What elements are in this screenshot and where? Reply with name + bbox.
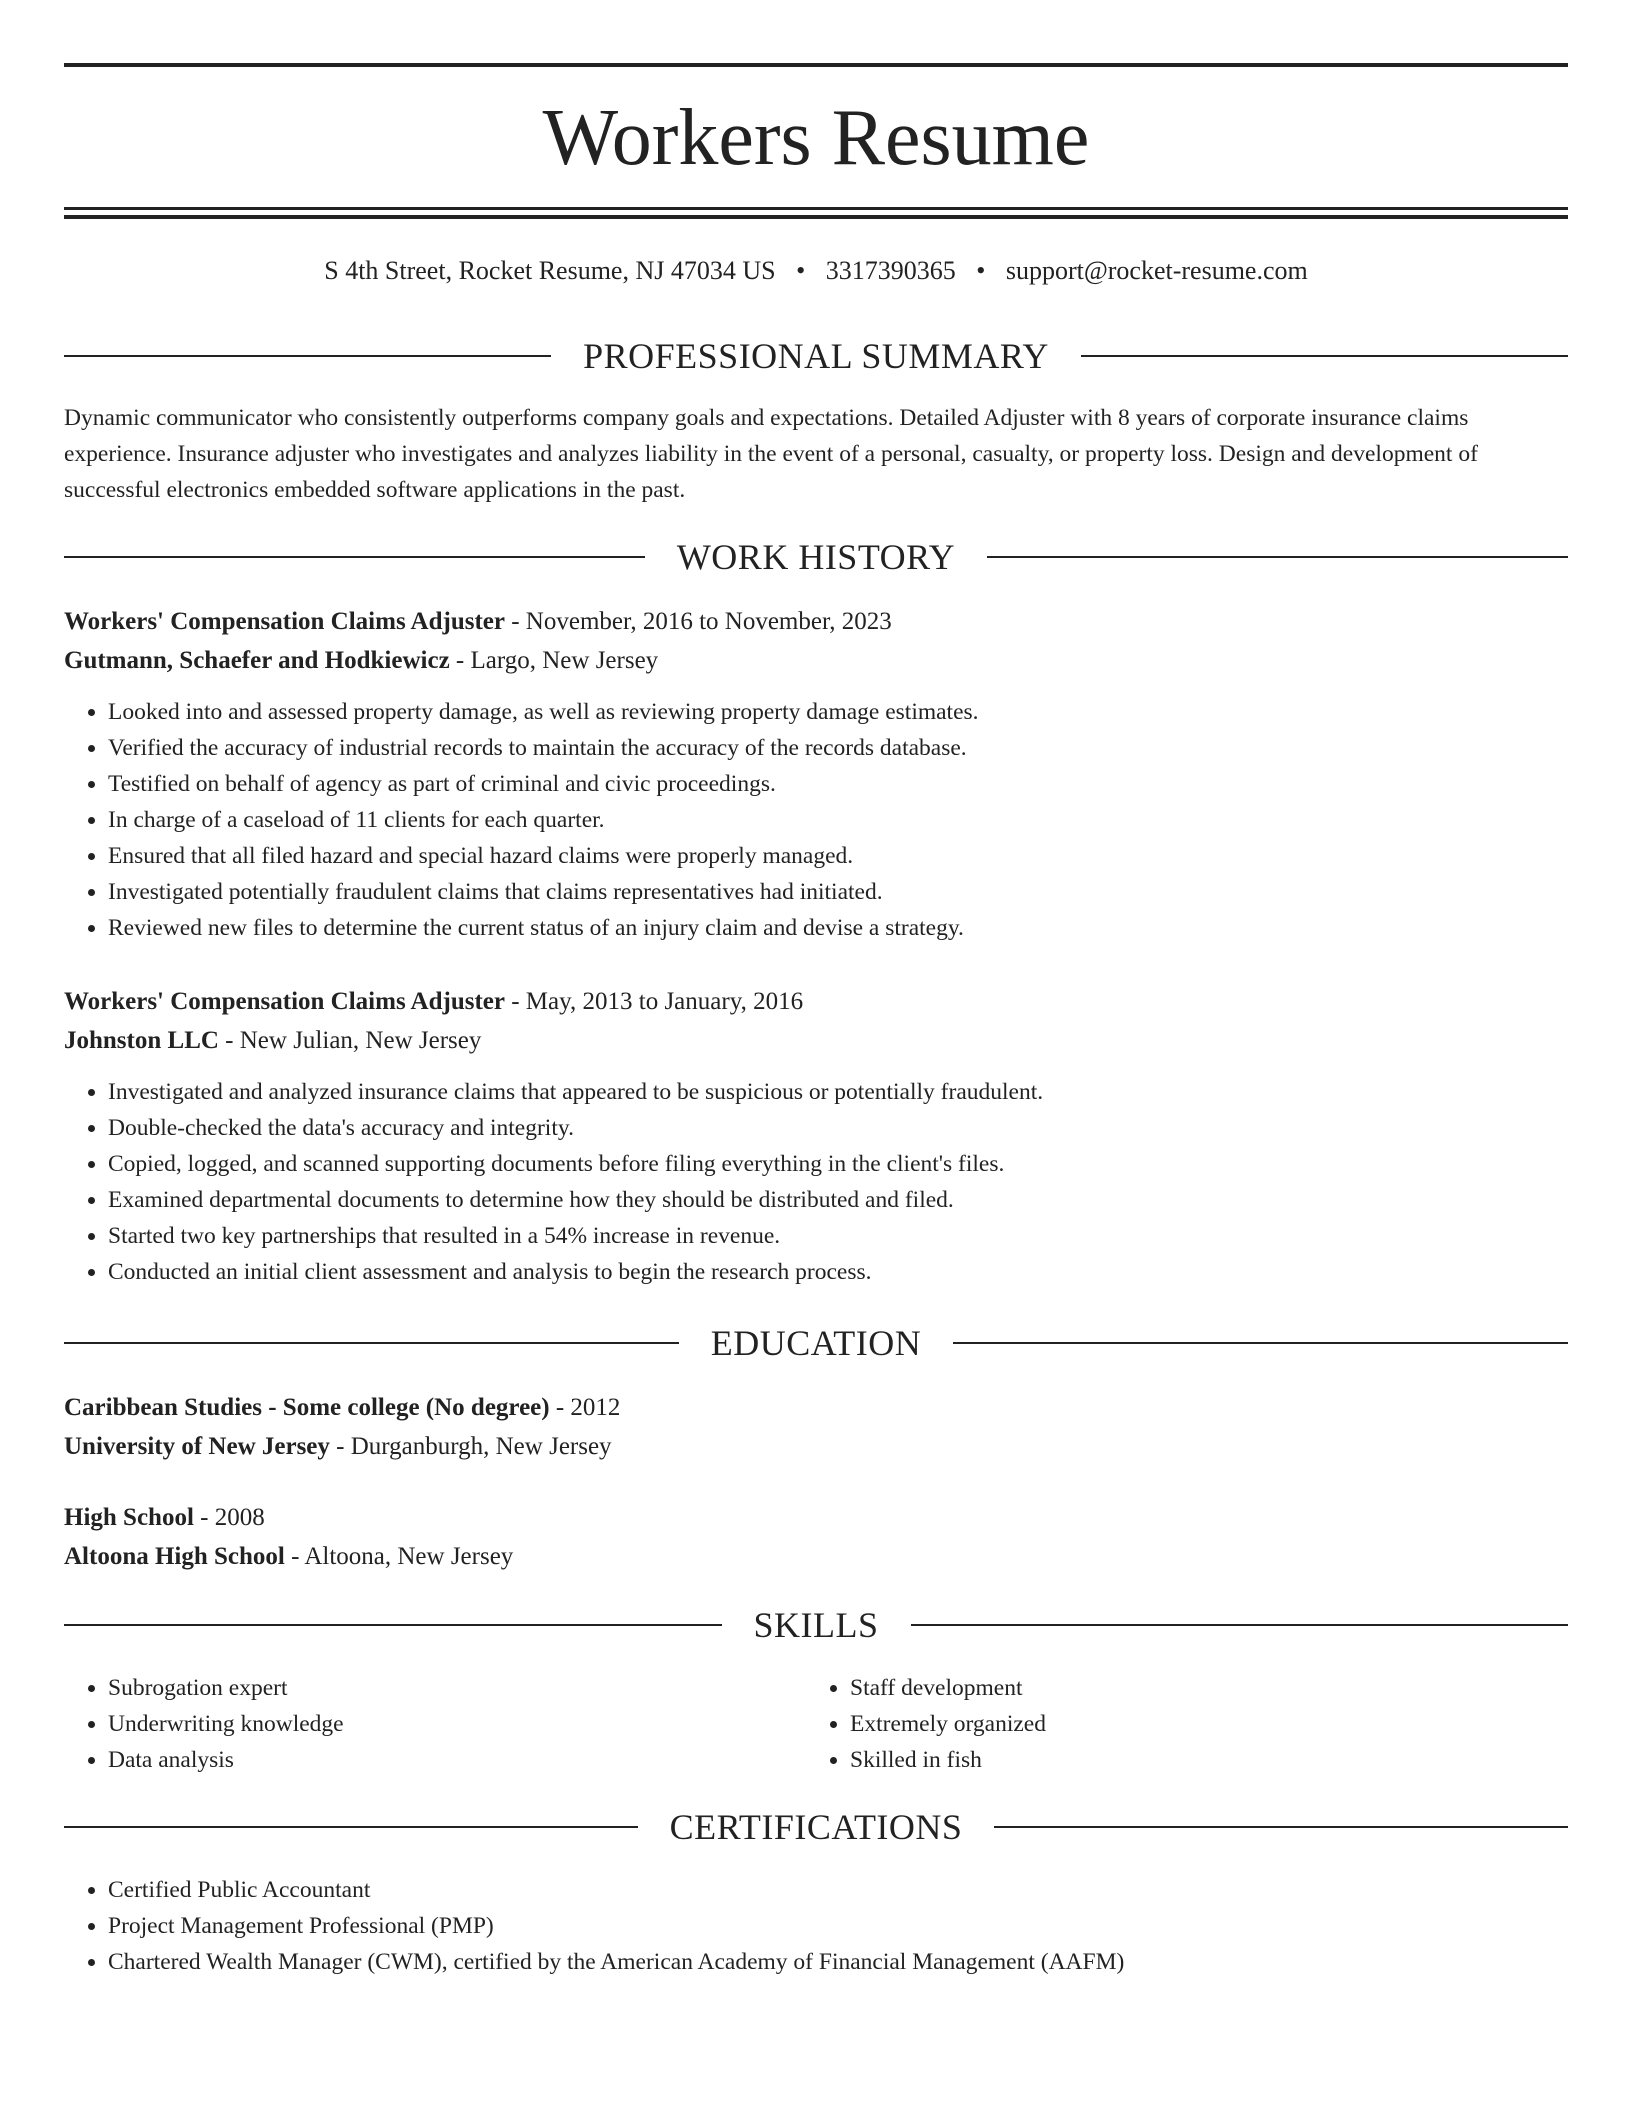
job-dates: - May, 2013 to January, 2016 bbox=[504, 988, 804, 1015]
list-item: • Project Management Professional (PMP) bbox=[108, 1908, 1612, 1944]
job-title: Workers' Compensation Claims Adjuster bbox=[64, 608, 505, 635]
job-company: Johnston LLC bbox=[64, 1027, 219, 1054]
job-title: Workers' Compensation Claims Adjuster bbox=[64, 988, 505, 1015]
job-location: - New Julian, New Jersey bbox=[218, 1027, 482, 1054]
contact-email: support@rocket-resume.com bbox=[1005, 256, 1308, 285]
work-bullets-2 bbox=[64, 1074, 1612, 1290]
section-header-education bbox=[64, 1321, 1568, 1365]
skills-list-left bbox=[64, 1670, 808, 1778]
work-entry-1 bbox=[64, 602, 1568, 680]
job-dates: - November, 2016 to November, 2023 bbox=[504, 608, 892, 635]
degree-year: - 2012 bbox=[549, 1394, 621, 1421]
section-title-work: WORK HISTORY bbox=[676, 537, 956, 577]
list-item: • Ensured that all filed hazard and special hazard claims were properly managed. bbox=[108, 838, 1612, 874]
section-rule bbox=[64, 556, 645, 558]
list-item: • Skilled in fish bbox=[850, 1742, 1550, 1778]
work-entry-2 bbox=[64, 982, 1568, 1060]
list-item: • Started two key partnerships that resulted in a 54% increase in revenue. bbox=[108, 1218, 1612, 1254]
section-rule bbox=[64, 1342, 679, 1344]
contact-phone: 3317390365 bbox=[825, 256, 956, 285]
list-item: • Data analysis bbox=[108, 1742, 808, 1778]
section-header-work bbox=[64, 535, 1568, 579]
work-bullets-1 bbox=[64, 694, 1612, 946]
list-item: • Copied, logged, and scanned supporting documents before filing everything in the client's files. bbox=[108, 1146, 1612, 1182]
section-rule bbox=[994, 1826, 1568, 1828]
contact-separator: • bbox=[796, 256, 806, 285]
section-rule bbox=[64, 1624, 722, 1626]
list-item: • Verified the accuracy of industrial records to maintain the accuracy of the records database. bbox=[108, 730, 1612, 766]
job-location: - Largo, New Jersey bbox=[449, 647, 659, 674]
list-item: • Double-checked the data's accuracy and integrity. bbox=[108, 1110, 1612, 1146]
school-line bbox=[64, 1537, 1568, 1576]
list-item: • In charge of a caseload of 11 clients for each quarter. bbox=[108, 802, 1612, 838]
section-title-summary: PROFESSIONAL SUMMARY bbox=[583, 336, 1049, 376]
list-item: • Reviewed new files to determine the current status of an injury claim and devise a strategy. bbox=[108, 910, 1612, 946]
job-title-line bbox=[64, 982, 1568, 1021]
list-item: • Certified Public Accountant bbox=[108, 1872, 1612, 1908]
section-title-skills: SKILLS bbox=[753, 1605, 879, 1645]
certifications-list bbox=[64, 1872, 1612, 1980]
school: University of New Jersey bbox=[64, 1433, 330, 1460]
contact-separator: • bbox=[976, 256, 986, 285]
degree: High School bbox=[64, 1504, 194, 1531]
summary-text: Dynamic communicator who consistently outperforms company goals and expectations. Detailed Adjuster with 8 years of corporate insurance claims experience. Insurance adjuster who investigates and analyzes liability in the event of a personal, casualty, or property loss. Design and development of successful electronics embedded software applications in the past. bbox=[64, 405, 1478, 503]
section-rule bbox=[64, 355, 551, 357]
list-item: • Testified on behalf of agency as part of criminal and civic proceedings. bbox=[108, 766, 1612, 802]
job-title-line bbox=[64, 602, 1568, 641]
contact-address: S 4th Street, Rocket Resume, NJ 47034 US bbox=[324, 256, 776, 285]
school-location: - Altoona, New Jersey bbox=[284, 1543, 514, 1570]
list-item: • Looked into and assessed property damage, as well as reviewing property damage estimates. bbox=[108, 694, 1612, 730]
section-rule bbox=[64, 1826, 638, 1828]
top-rule bbox=[64, 63, 1568, 67]
list-item: • Conducted an initial client assessment and analysis to begin the research process. bbox=[108, 1254, 1612, 1290]
job-company-line bbox=[64, 641, 1568, 680]
degree-line bbox=[64, 1388, 1568, 1427]
section-rule bbox=[953, 1342, 1568, 1344]
section-rule bbox=[911, 1624, 1569, 1626]
education-entry-1 bbox=[64, 1388, 1568, 1466]
list-item: • Staff development bbox=[850, 1670, 1550, 1706]
section-rule bbox=[987, 556, 1568, 558]
list-item: • Investigated potentially fraudulent claims that claims representatives had initiated. bbox=[108, 874, 1612, 910]
contact-line bbox=[64, 254, 1568, 288]
job-company-line bbox=[64, 1021, 1568, 1060]
resume-name: Workers Resume bbox=[542, 94, 1090, 182]
section-header-skills bbox=[64, 1603, 1568, 1647]
list-item: • Examined departmental documents to determine how they should be distributed and filed. bbox=[108, 1182, 1612, 1218]
section-title-education: EDUCATION bbox=[710, 1323, 922, 1363]
list-item: • Extremely organized bbox=[850, 1706, 1550, 1742]
list-item: • Subrogation expert bbox=[108, 1670, 808, 1706]
header-double-rule bbox=[64, 207, 1568, 219]
list-item: • Chartered Wealth Manager (CWM), certified by the American Academy of Financial Management (AAFM) bbox=[108, 1944, 1612, 1980]
list-item: • Investigated and analyzed insurance claims that appeared to be suspicious or potentially fraudulent. bbox=[108, 1074, 1612, 1110]
education-entry-2 bbox=[64, 1498, 1568, 1576]
school-line bbox=[64, 1427, 1568, 1466]
section-header-certifications bbox=[64, 1805, 1568, 1849]
job-company: Gutmann, Schaefer and Hodkiewicz bbox=[64, 647, 450, 674]
degree-line bbox=[64, 1498, 1568, 1537]
school: Altoona High School bbox=[64, 1543, 285, 1570]
skills-list-right bbox=[806, 1670, 1550, 1778]
section-title-certifications: CERTIFICATIONS bbox=[669, 1807, 963, 1847]
degree-year: - 2008 bbox=[193, 1504, 265, 1531]
degree: Caribbean Studies - Some college (No degree) bbox=[64, 1394, 550, 1421]
school-location: - Durganburgh, New Jersey bbox=[329, 1433, 612, 1460]
section-header-summary bbox=[64, 334, 1568, 378]
section-rule bbox=[1081, 355, 1568, 357]
list-item: • Underwriting knowledge bbox=[108, 1706, 808, 1742]
